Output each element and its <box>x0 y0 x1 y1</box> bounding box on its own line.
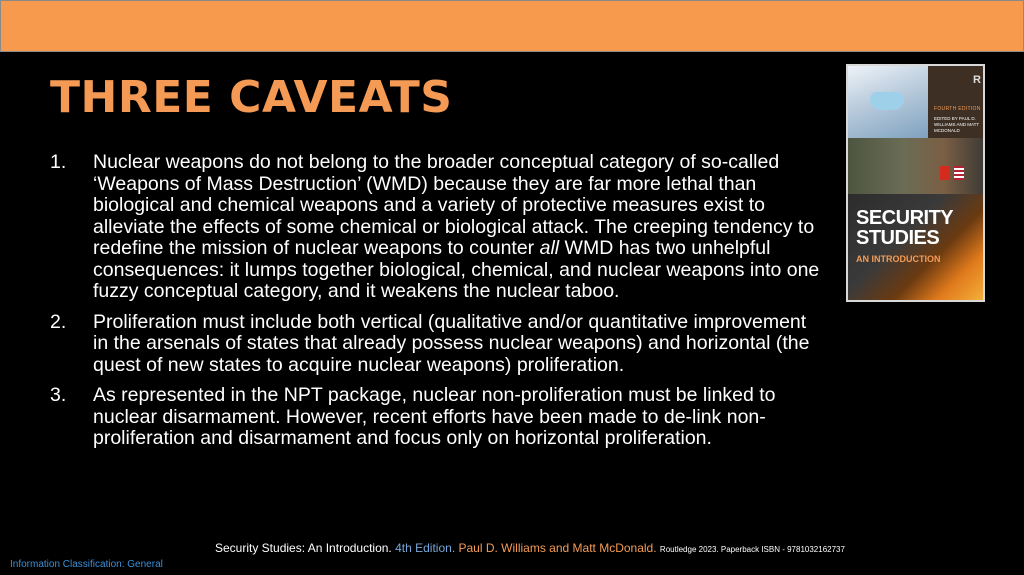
slide-title: THREE CAVEATS <box>50 72 453 123</box>
caveat-text: As represented in the NPT package, nuclear non-proliferation must be linked to nuclear disarmament. However, recent efforts have been made to de-link non-proliferation and disarmament and focus only on horizontal proliferation. <box>93 384 776 449</box>
citation-publisher: Routledge 2023. Paperback ISBN - 9781032162737 <box>659 545 845 554</box>
cover-editors: EDITED BY PAUL D. WILLIAMS AND MATT MCDONALD <box>934 116 980 133</box>
caveat-text: Proliferation must include both vertical (qualitative and/or quantitative improvement in the arsenals of states that already possess nuclear weapons) and horizontal (the quest of new states to acquire nuclear weapons) proliferation. <box>93 310 810 376</box>
flag-icon <box>940 166 950 180</box>
caveat-list <box>50 152 820 459</box>
cover-photo-scientist <box>848 66 928 138</box>
caveat-item-3 <box>50 385 820 450</box>
caveat-number: 2. <box>50 310 67 333</box>
caveat-text: Nuclear weapons do not belong to the broader conceptual category of so-called ‘Weapons of Mass Destruction’ (WMD) because they are far more lethal than biological and chemical weapons and a variety of protective measures exist to alleviate the effects of some chemical or biological attack. The creeping tendency to redefine the mission of nuclear weapons to counter all WMD has two unhelpful consequences: it lumps together biological, chemical, and nuclear weapons into one fuzzy conceptual category, and it weakens the nuclear taboo. <box>93 151 820 302</box>
top-accent-bar <box>0 0 1024 52</box>
face-mask-shape <box>870 92 904 110</box>
cover-edition: FOURTH EDITION <box>934 106 981 112</box>
cover-book-subtitle: AN INTRODUCTION <box>856 254 941 264</box>
citation-edition: 4th Edition. <box>395 541 456 555</box>
citation-title: Security Studies: An Introduction. <box>215 541 392 555</box>
cover-title-panel <box>928 66 985 138</box>
emphasis-text: all <box>539 237 560 259</box>
publisher-logo: R <box>973 74 981 86</box>
caveat-item-2 <box>50 312 820 377</box>
cover-photo-summit <box>848 138 985 194</box>
book-cover-image <box>846 64 985 302</box>
cover-book-title: SECURITY STUDIES <box>856 207 954 249</box>
caveat-number: 3. <box>50 384 67 406</box>
caveat-number: 1. <box>50 151 67 173</box>
classification-label: Information Classification: General <box>10 559 163 570</box>
flag-icon <box>954 166 964 180</box>
caveat-item-1 <box>50 152 820 303</box>
book-citation <box>215 541 845 555</box>
citation-authors: Paul D. Williams and Matt McDonald. <box>458 541 657 555</box>
